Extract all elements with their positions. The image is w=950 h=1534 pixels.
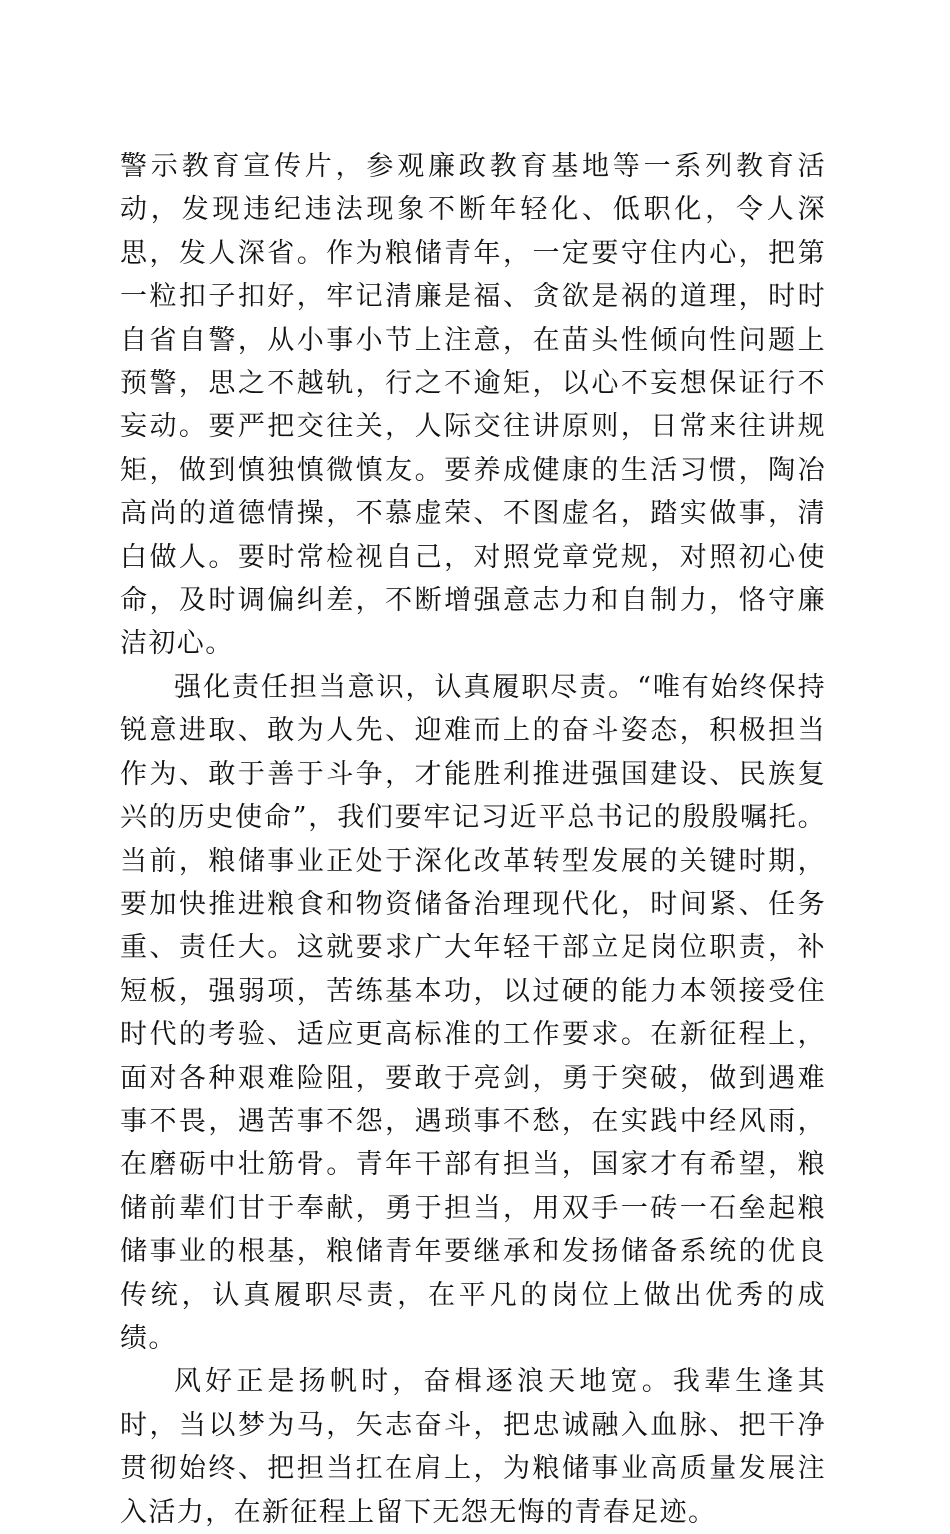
paragraph-conclusion: 风好正是扬帆时，奋楫逐浪天地宽。我辈生逢其时，当以梦为马，矢志奋斗，把忠诚融入血脉、把干净贯彻始终、把担当扛在肩上，为粮储事业高质量发展注入活力，在新征程上留下无怨无悔的青春足迹。	[120, 1366, 826, 1528]
paragraph-responsibility: 强化责任担当意识，认真履职尽责。“唯有始终保持锐意进取、敢为人先、迎难而上的奋斗姿态，积极担当作为、敢于善于斗争，才能胜利推进强国建设、民族复兴的历史使命”，我们要牢记习近平总书记的殷殷嘱托。当前，粮储事业正处于深化改革转型发展的关键时期，要加快推进粮食和物资储备治理现代化，时间紧、任务重、责任大。这就要求广大年轻干部立足岗位职责，补短板，强弱项，苦练基本功，以过硬的能力本领接受住时代的考验、适应更高标准的工作要求。在新征程上，面对各种艰难险阻，要敢于亮剑，勇于突破，做到遇难事不畏，遇苦事不怨，遇琐事不愁，在实践中经风雨，在磨砺中壮筋骨。青年干部有担当，国家才有希望，粮储前辈们甘于奉献，勇于担当，用双手一砖一石垒起粮储事业的根基，粮储青年要继承和发扬储备系统的优良传统，认真履职尽责，在平凡的岗位上做出优秀的成绩。	[120, 671, 826, 1354]
paragraph-continuation: 警示教育宣传片，参观廉政教育基地等一系列教育活动，发现违纪违法现象不断年轻化、低职化，令人深思，发人深省。作为粮储青年，一定要守住内心，把第一粒扣子扣好，牢记清廉是福、贪欲是祸的道理，时时自省自警，从小事小节上注意，在苗头性倾向性问题上预警，思之不越轨，行之不逾矩，以心不妄想保证行不妄动。要严把交往关，人际交往讲原则，日常来往讲规矩，做到慎独慎微慎友。要养成健康的生活习惯，陶冶高尚的道德情操，不慕虚荣、不图虚名，踏实做事，清白做人。要时常检视自己，对照党章党规，对照初心使命，及时调偏纠差，不断增强意志力和自制力，恪守廉洁初心。	[120, 151, 826, 660]
document-body	[120, 145, 826, 1534]
